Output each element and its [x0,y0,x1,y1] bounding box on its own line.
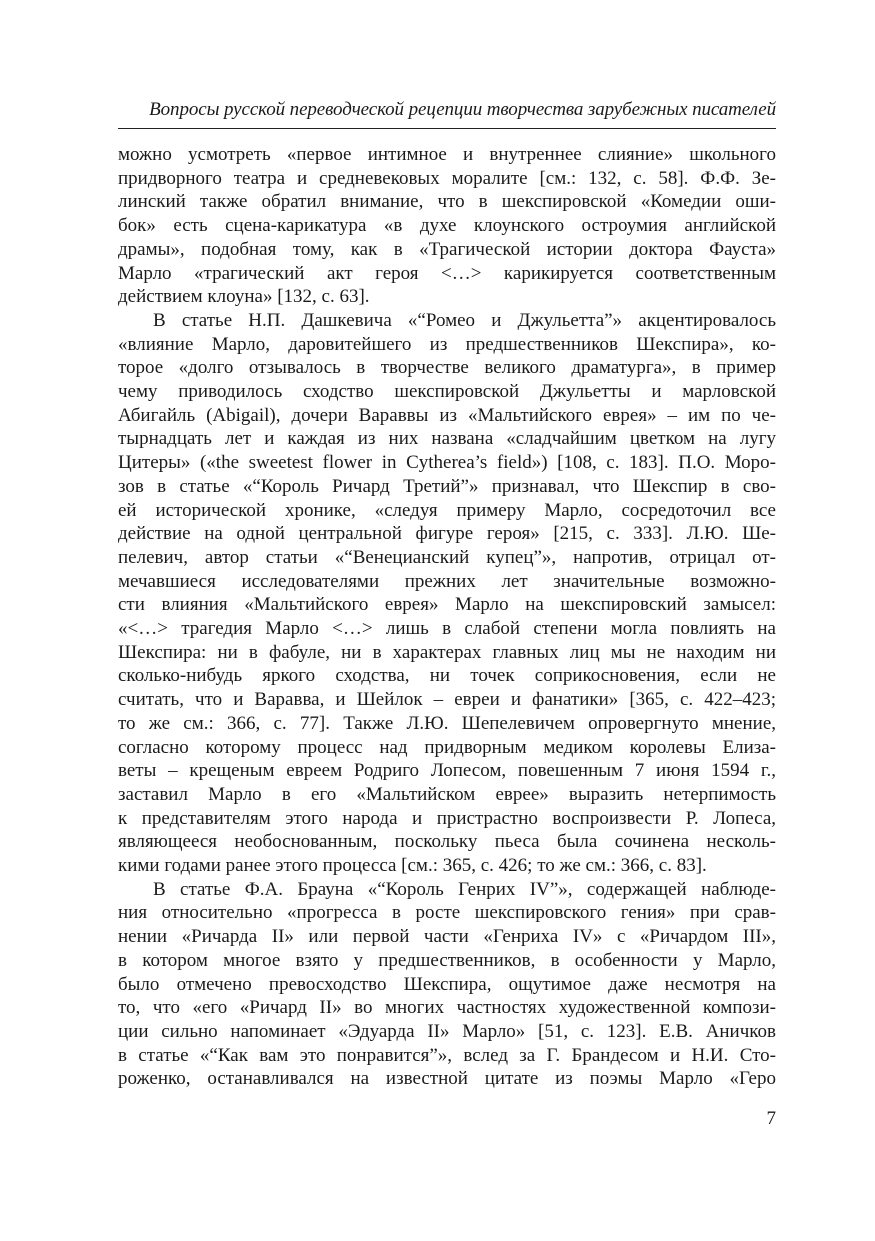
paragraph-first-line: В статье Ф.А. Брауна «“Король Генрих IV”», содержащей наблюде- [153,878,776,900]
text-line: торое «долго отзывалось в творчестве великого драматурга», в пример [118,357,776,379]
text-line: «<…> трагедия Марло <…> лишь в слабой степени могла повлиять на [118,618,776,639]
running-head: Вопросы русской переводческой рецепции творчества зарубежных писателей [149,99,776,120]
text-line: ции сильно напоминает «Эдуарда II» Марло» [51, с. 123]. Е.В. Аничков [118,1020,776,1042]
header-rule [118,128,776,129]
text-line: заставил Марло в его «Мальтийском еврее» выразить нетерпимость [118,783,776,805]
text-line: то же см.: 366, с. 77]. Также Л.Ю. Шепелевичем опровергнуто мнение, [118,712,776,734]
text-line: было отмечено превосходство Шекспира, ощутимое даже несмотря на [118,973,776,995]
text-line: роженко, останавливался на известной цитате из поэмы Марло «Геро [118,1068,776,1090]
text-line: сти влияния «Мальтийского еврея» Марло на шекспировский замысел: [118,594,776,616]
text-line: ей исторической хронике, «следуя примеру Марло, сосредоточил все [118,499,776,521]
text-line: придворного театра и средневековых моралите [см.: 132, с. 58]. Ф.Ф. Зе- [118,167,776,189]
text-line: бок» есть сцена-карикатура «в духе клоунского остроумия английской [118,215,776,237]
text-line: Цитеры» («the sweetest flower in Cytherea’s field») [108, с. 183]. П.О. Моро- [118,452,776,474]
text-line: пелевич, автор статьи «“Венецианский купец”», напротив, отрицал от- [118,546,776,568]
text-line: зов в статье «“Король Ричард Третий”» признавал, что Шекспир в сво- [118,475,776,497]
text-line: Шекспира: ни в фабуле, ни в характерах главных лиц мы не находим ни [118,641,776,663]
text-line: «влияние Марло, даровитейшего из предшественников Шекспира», ко- [118,333,776,355]
text-line: действие на одной центральной фигуре героя» [215, с. 333]. Л.Ю. Ше- [118,523,776,545]
text-line: то, что «его «Ричард II» во многих частностях художественной компози- [118,997,776,1019]
text-line: являющееся необоснованным, поскольку пьеса была сочинена несколь- [118,831,776,853]
text-line: к представителям этого народа и пристрастно воспроизвести Р. Лопеса, [118,807,776,829]
text-line: тырнадцать лет и каждая из них названа «сладчайшим цветком на лугу [118,428,776,450]
text-line: кими годами ранее этого процесса [см.: 365, с. 426; то же см.: 366, с. 83]. [118,855,707,876]
text-line: Абигайль (Abigail), дочери Вараввы из «Мальтийского еврея» – им по че- [118,404,776,426]
text-line: драмы», подобная тому, как в «Трагической истории доктора Фауста» [118,238,776,260]
text-line: в котором многое взято у предшественников, в особенности у Марло, [118,949,776,971]
text-line: можно усмотреть «первое интимное и внутреннее слияние» школьного [118,144,776,165]
text-line: сколько-нибудь яркого сходства, ни точек соприкосновения, если не [118,665,776,687]
text-line: действием клоуна» [132, с. 63]. [118,286,370,308]
text-line: согласно которому процесс над придворным медиком королевы Елиза- [118,736,776,758]
text-line: ния относительно «прогресса в росте шекспировского гения» при срав- [118,902,776,924]
paragraph-first-line: В статье Н.П. Дашкевича «“Ромео и Джульетта”» акцентировалось [153,309,776,331]
text-line: считать, что и Варавва, и Шейлок – евреи и фанатики» [365, с. 422–423; [118,689,776,711]
page-number: 7 [766,1108,776,1129]
text-line: нении «Ричарда II» или первой части «Генриха IV» с «Ричардом III», [118,926,776,948]
text-line: мечавшиеся исследователями прежних лет значительные возможно- [118,570,776,592]
text-line: веты – крещеным евреем Родриго Лопесом, повешенным 7 июня 1594 г., [118,760,776,782]
text-line: чему приводилось сходство шекспировской Джульетты и марловской [118,381,776,402]
text-line: в статье «“Как вам это понравится”», вслед за Г. Брандесом и Н.И. Сто- [118,1044,776,1066]
text-line: линский также обратил внимание, что в шекспировской «Комедии оши- [118,191,776,213]
text-line: Марло «трагический акт героя <…> карикируется соответственным [118,262,776,284]
